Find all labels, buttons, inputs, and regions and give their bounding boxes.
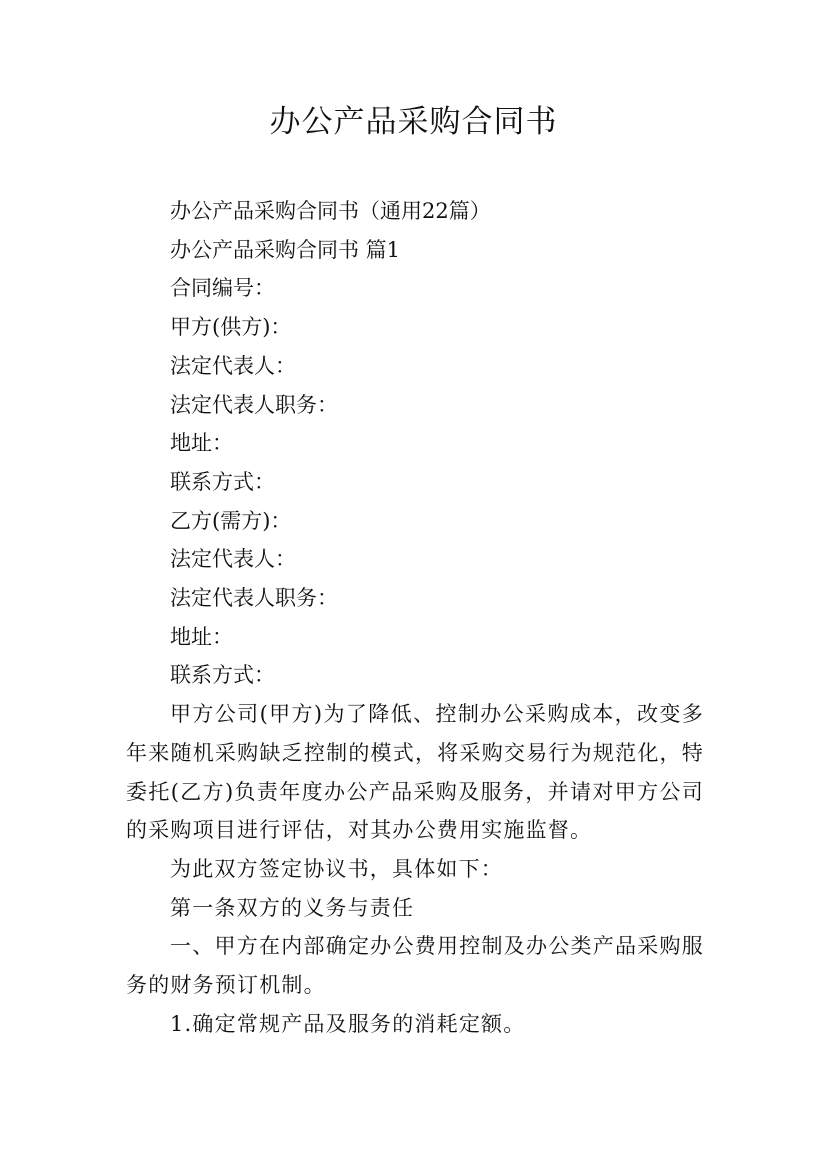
document-body — [126, 192, 704, 1043]
party-a-label: 甲方(供方)： — [170, 315, 292, 340]
body-paragraph: 一、甲方在内部确定办公费用控制及办公类产品采购服务的财务预订机制。 — [126, 934, 704, 998]
body-paragraph: 为此双方签定协议书，具体如下： — [170, 856, 503, 881]
body-paragraph: 甲方公司(甲方)为了降低、控制办公采购成本，改变多年来随机采购缺乏控制的模式，将采购交易行为规范化，特委托(乙方)负责年度办公产品采购及服务，并请对甲方公司的采购项目进行评估，对其办公费用实施监督。 — [126, 702, 704, 843]
contract-number-field: 合同编号： — [170, 276, 275, 301]
party-a-contact: 联系方式： — [170, 469, 275, 494]
subtitle-line: 办公产品采购合同书（通用22篇） — [170, 199, 491, 223]
party-b-address: 地址： — [170, 624, 233, 649]
party-a-legal-rep: 法定代表人： — [170, 353, 296, 378]
party-a-legal-rep-title: 法定代表人职务： — [170, 392, 338, 417]
list-item: 1.确定常规产品及服务的消耗定额。 — [170, 1011, 526, 1036]
party-b-legal-rep-title: 法定代表人职务： — [170, 586, 338, 611]
document-title: 办公产品采购合同书 — [269, 104, 558, 140]
party-b-legal-rep: 法定代表人： — [170, 547, 296, 572]
section-heading: 办公产品采购合同书 篇1 — [170, 237, 401, 262]
party-b-contact: 联系方式： — [170, 663, 275, 688]
party-a-address: 地址： — [170, 431, 233, 456]
party-b-label: 乙方(需方)： — [170, 508, 292, 533]
article-heading: 第一条双方的义务与责任 — [170, 895, 415, 920]
